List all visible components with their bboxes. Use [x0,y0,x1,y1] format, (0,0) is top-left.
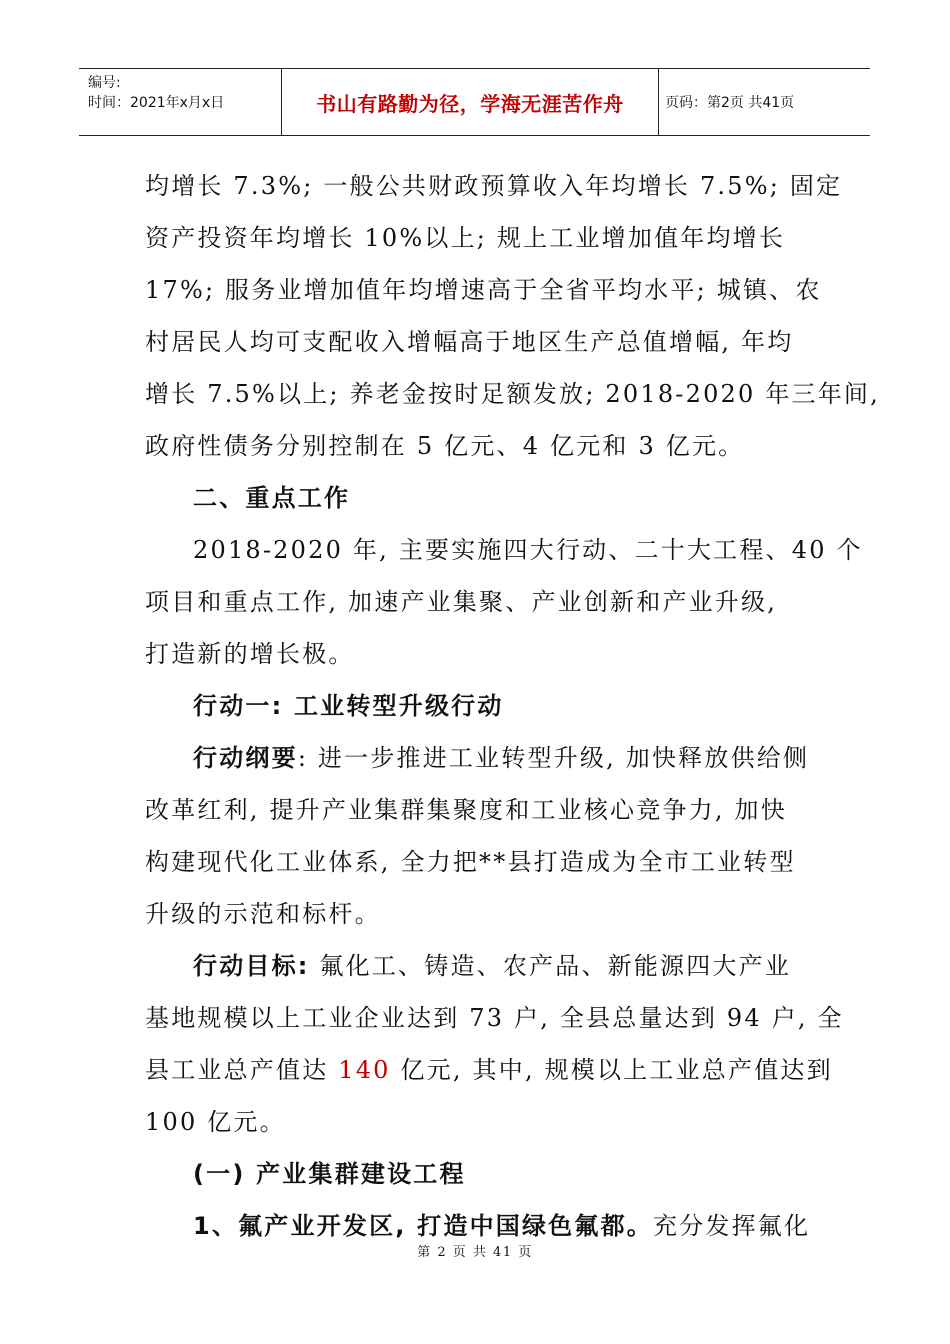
page-footer: 第 2 页 共 41 页 [417,1245,533,1260]
document-header [79,68,870,136]
paragraph-line: 2018-2020 年, 主要实施四大行动、二十大工程、40 个 [193,536,863,564]
paragraph-line: 政府性债务分别控制在 5 亿元、4 亿元和 3 亿元。 [145,432,745,460]
header-motto: 书山有路勤为径，学海无涯苦作舟 [282,69,659,135]
paragraph-line: 改革红利, 提升产业集群集聚度和工业核心竞争力, 加快 [145,796,787,824]
paragraph-text: 亿元, 其中, 规模以上工业总产值达到 [390,1056,833,1084]
paragraph-line: 100 亿元。 [145,1108,286,1136]
section-heading: 二、重点工作 [193,484,351,512]
time-label: 时间：2021年x月x日 [88,95,225,111]
paragraph-line: 资产投资年均增长 10%以上; 规上工业增加值年均增长 [145,224,786,252]
highlighted-value: 140 [338,1056,391,1084]
paragraph-line: 打造新的增长极。 [145,640,355,668]
action-outline-label: 行动纲要 [193,744,298,772]
paragraph-text: 氟化工、铸造、农产品、新能源四大产业 [309,952,792,980]
action-heading: 行动一: 工业转型升级行动 [193,692,504,720]
header-meta [79,69,282,135]
paragraph-line [145,1044,833,1096]
document-body [145,160,880,1252]
paragraph-text: 县工业总产值达 [145,1056,339,1084]
paragraph-line: 构建现代化工业体系, 全力把**县打造成为全市工业转型 [145,848,796,876]
number-label: 编号: [88,75,121,91]
paragraph-line [145,940,807,992]
paragraph-line [145,732,810,784]
paragraph-text: 充分发挥氟化 [652,1212,811,1240]
header-page-info: 页码：第2页 共41页 [665,95,795,111]
item-heading: 1、氟产业开发区, 打造中国绿色氟都。 [193,1212,653,1240]
paragraph-line: 增长 7.5%以上; 养老金按时足额发放; 2018-2020 年三年间, [145,380,880,408]
subsection-heading: (一) 产业集群建设工程 [193,1160,466,1188]
paragraph-text: : 进一步推进工业转型升级, 加快释放供给侧 [297,744,810,772]
paragraph-line: 村居民人均可支配收入增幅高于地区生产总值增幅, 年均 [145,328,794,356]
action-goal-label: 行动目标: [193,952,310,980]
paragraph-line: 17%; 服务业增加值年均增速高于全省平均水平; 城镇、农 [145,276,822,304]
paragraph-line: 基地规模以上工业企业达到 73 户, 全县总量达到 94 户, 全 [145,1004,844,1032]
paragraph-line: 升级的示范和标杆。 [145,900,381,928]
paragraph-line: 项目和重点工作, 加速产业集聚、产业创新和产业升级, [145,588,778,616]
paragraph-line: 均增长 7.3%; 一般公共财政预算收入年均增长 7.5%; 固定 [145,172,843,200]
